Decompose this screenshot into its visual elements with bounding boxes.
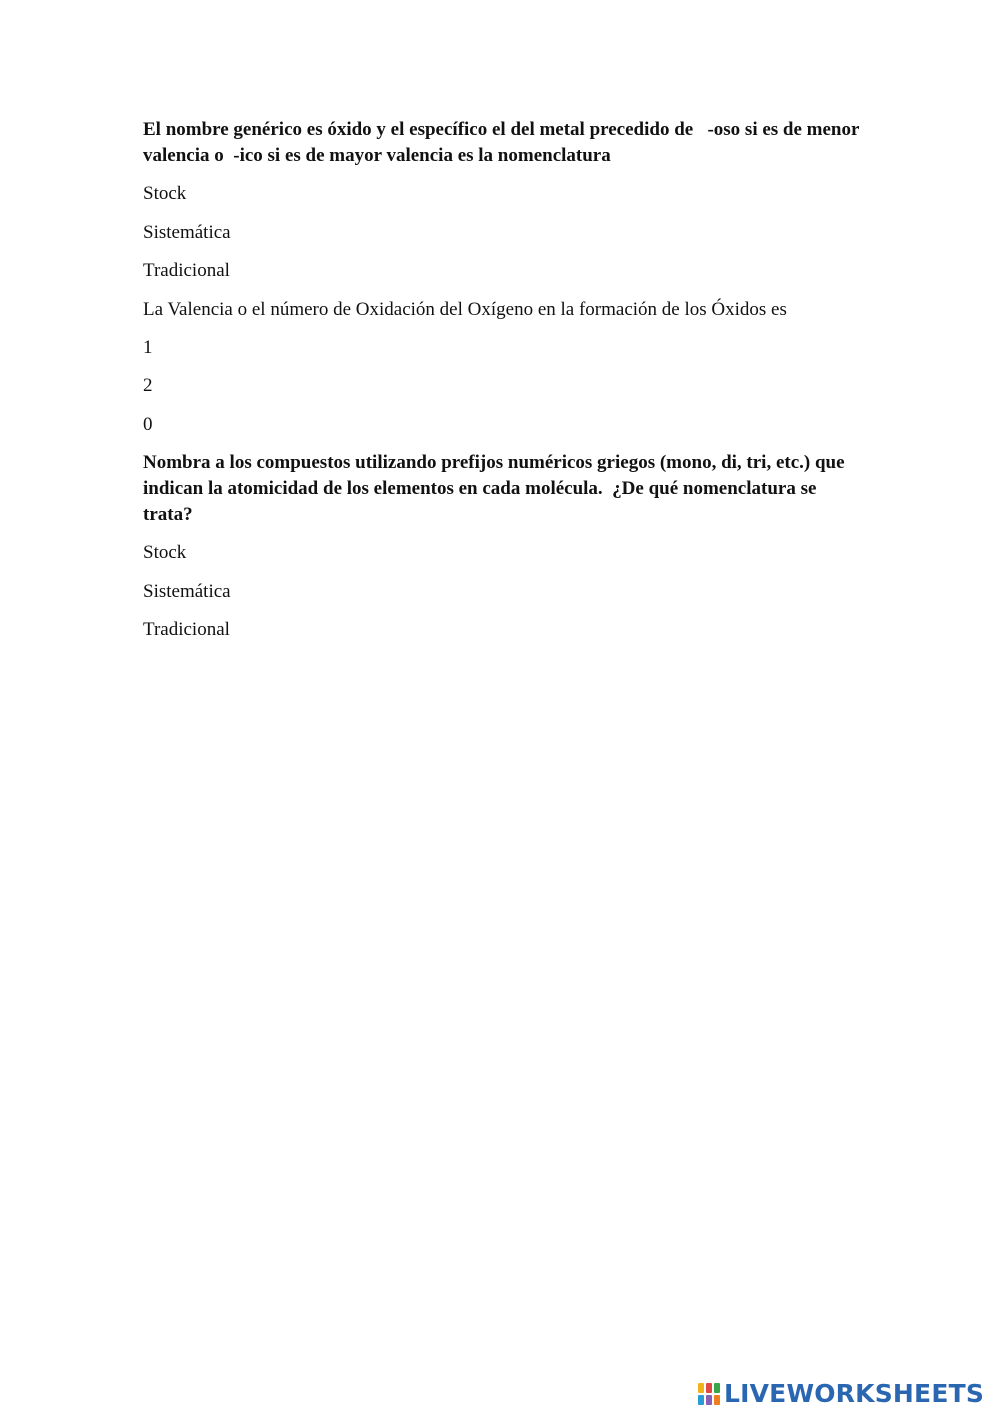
question-3-option-sistematica[interactable]: Sistemática — [143, 580, 231, 602]
worksheet-content — [143, 117, 863, 656]
logo-block — [714, 1395, 720, 1405]
question-2-option-2[interactable]: 2 — [143, 375, 153, 396]
liveworksheets-logo-icon — [697, 1382, 721, 1406]
logo-block — [706, 1383, 712, 1393]
liveworksheets-logo — [697, 1378, 984, 1410]
logo-block — [698, 1383, 704, 1393]
question-1-option-tradicional[interactable]: Tradicional — [143, 260, 230, 281]
logo-text: LIVEWORKSHEETS — [724, 1379, 985, 1408]
question-1-option-sistematica[interactable]: Sistemática — [143, 221, 231, 243]
question-3-text: Nombra a los compuestos utilizando prefijos numéricos griegos (mono, di, tri, etc.) que indican la atomicidad de los elementos en cada molécula. ¿De qué nomenclatura se trata? — [143, 452, 850, 525]
logo-block — [706, 1395, 712, 1405]
logo-block — [714, 1383, 720, 1393]
question-2-option-0[interactable]: 0 — [143, 413, 153, 435]
question-1-option-stock[interactable]: Stock — [143, 183, 187, 204]
question-2-text: La Valencia o el número de Oxidación del Oxígeno en la formación de los Óxidos es — [143, 298, 787, 320]
logo-block — [698, 1395, 704, 1405]
question-3-option-stock[interactable]: Stock — [143, 542, 187, 563]
question-1-text: El nombre genérico es óxido y el específico el del metal precedido de -oso si es de menor valencia o -ico si es de mayor valencia es la nomenclatura — [143, 119, 864, 166]
question-2-option-1[interactable]: 1 — [143, 336, 153, 358]
question-3-option-tradicional[interactable]: Tradicional — [143, 619, 230, 640]
